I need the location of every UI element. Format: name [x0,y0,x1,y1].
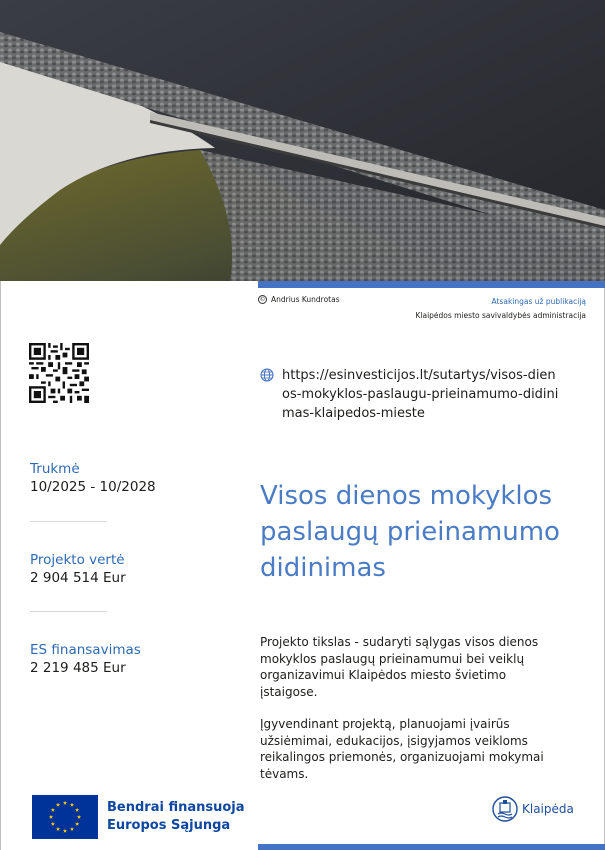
project-title: Visos dienos mokyklos paslaugų prieinamumo didinimas [260,481,560,583]
eu-cofunding-logo [32,795,245,839]
stat-divider [30,521,107,522]
responsibility-value: Klaipėdos miesto savivaldybės administracija [415,311,586,320]
responsibility-label: Atsakingas už publikaciją [491,297,586,306]
project-link[interactable] [260,366,560,423]
stat-duration [30,460,210,496]
eu-line-1: Bendrai finansuoja [107,800,245,815]
klaipeda-logo [492,796,574,822]
header-photo [0,0,605,281]
stat-label: Trukmė [30,461,80,477]
globe-icon [260,368,274,382]
eu-flag-icon [32,795,98,839]
description-paragraph: Projekto tikslas - sudaryti sąlygas visos dienos mokyklos paslaugų prieinamumui bei veiklų organizavimui Klaipėdos miesto švietimo įstaigose. [260,635,539,699]
copyright-icon: © [259,295,266,303]
accent-bar-top [258,281,605,288]
stat-divider [30,611,107,612]
description-paragraph: Įgyvendinant projektą, planuojami įvairūs užsiėmimai, edukacijos, įsigyjamos veikloms reikalingos priemonės, organizuojami mokymai tėvams. [260,717,544,781]
stat-value: 2 219 485 Eur [30,660,126,676]
city-name: Klaipėda [522,802,574,816]
aerial-breakwater-photo [0,0,605,281]
qr-code-icon[interactable] [29,343,89,403]
eu-line-2: Europos Sąjunga [107,818,231,833]
accent-bar-bottom [258,844,605,850]
stat-project-value [30,551,210,587]
stat-value: 10/2025 - 10/2028 [30,479,156,495]
stat-label: ES finansavimas [30,642,141,658]
klaipeda-crest-icon [492,796,518,822]
stat-label: Projekto vertė [30,552,125,568]
photo-credit [258,295,340,304]
project-description [260,634,560,798]
publication-responsibility [415,295,586,323]
left-border [0,281,1,850]
photo-author: Andrius Kundrotas [271,295,340,304]
project-url[interactable]: https://esinvesticijos.lt/sutartys/visos-dienos-mokyklos-paslaugu-prieinamumo-didinimas-klaipedos-mieste [282,368,559,421]
stat-value: 2 904 514 Eur [30,570,126,586]
stat-eu-funding [30,641,210,677]
